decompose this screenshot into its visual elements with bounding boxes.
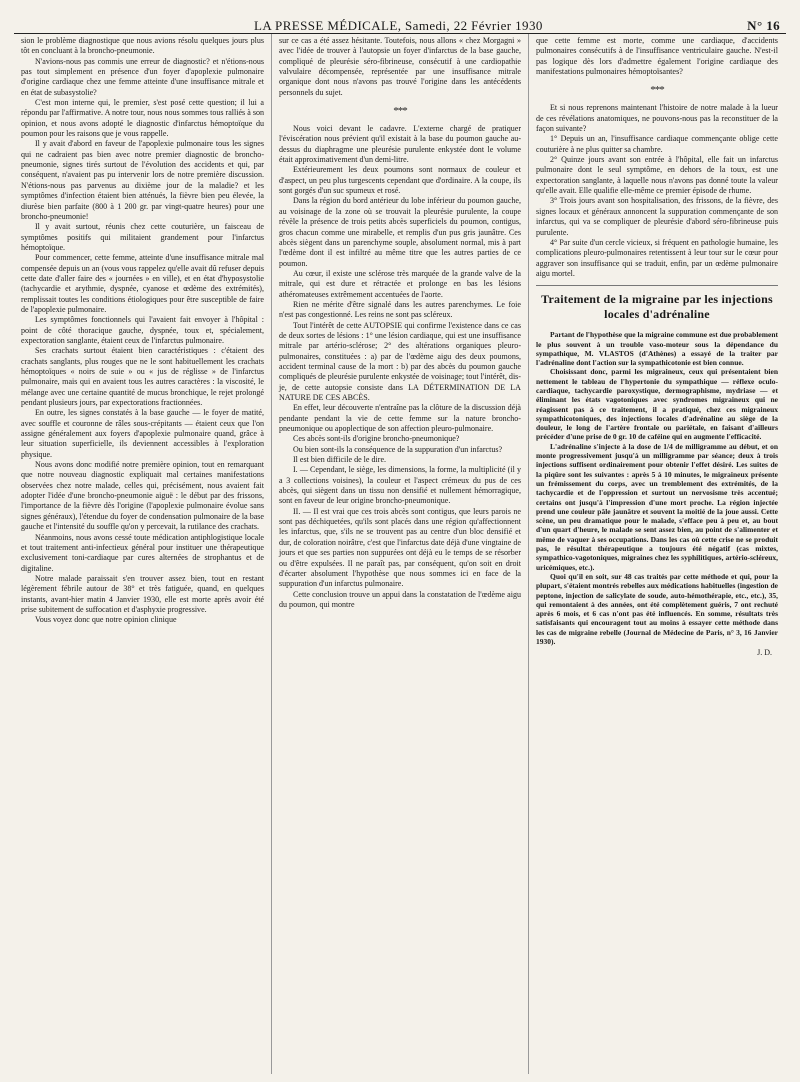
col1-paragraph: Les symptômes fonctionnels qui l'avaient fait envoyer à l'hôpital : point de côté thoracique gauche, dyspnée, toux et, spécialement, expectoration sanglante, étaient ceux de l'infarctus pulmonaire. <box>21 315 264 345</box>
col2b-paragraph: Il est bien difficile de le dire. <box>293 455 387 465</box>
column-3 <box>528 34 785 1074</box>
col1-paragraph: Pour commencer, cette femme, atteinte d'une insuffisance mitrale mal compensée depuis un an (vous vous rappelez qu'elle avait dû refuser depuis cette date d'aller faire des « journées » en ville), et en état d'hyposystolie (tachycardie et arythmie, dyspnée, cyanose et œdème des extrémités), remplissait toutes les conditions étiologiques pour être susceptible de faire de l'apoplexie pulmonaire. <box>21 253 265 314</box>
article-body <box>536 330 778 646</box>
col2b-paragraph: Tout l'intérêt de cette AUTOPSIE qui confirme l'existence dans ce cas de deux sortes de lésions : 1° une lésion cardiaque, qui est une insuffisance mitrale par artério-sclérose; 2° des altérations organiques pleuro-pulmonaires, constituées : a) par de l'œdème aigu des deux poumons, accident terminal cause de la mort : b) par des abcès du poumon gauche compliqués de pleurésie purulente enkystée de voisinage; tout l'intérêt, dis-je, de cette autopsie consiste dans LA DÉTERMINATION DE LA NATURE DE CES ABCÈS. <box>279 320 521 402</box>
col2b-paragraph: Cette conclusion trouve un appui dans la constatation de l'œdème aigu du poumon, qui montre <box>279 589 521 609</box>
col3b-paragraph: Et si nous reprenons maintenant l'histoire de notre malade à la lueur de ces révélations anatomiques, ne pouvons-nous pas la reconstituer de la façon suivante? <box>536 103 778 134</box>
section-stars: *** <box>393 105 407 118</box>
col1-paragraph: Il y avait surtout, réunis chez cette couturière, un faisceau de symptômes positifs qui militaient grandement pour l'infarctus hémoptoïque. <box>21 222 264 252</box>
article-paragraph: L'adrénaline s'injecte à la dose de 1/4 de milligramme au début, et on monte progressivement jusqu'à un milligramme par séance; deux à trois injections suffisent ordinairement pour obtenir l'effet désiré. Les suites de la piqûre sont les suivantes : après 5 à 10 minutes, le migraineux présente un frémissement du corps, avec un tremblement des extrémités, de la tachycardie et de l'oppression et surtout un nervosisme très accentué; certains ont jusqu'à l'impression d'une mort proche. La région injectée prend une couleur pâle jaunâtre et souvent la moitié de la joue aussi. Cette scène, un peu dramatique pour le malade, s'efface peu à peu et, au bout d'un quart d'heure, le malade se sent assez bien, au point de s'alimenter et même de vaquer à ses occupations. Dans les cas où cette crise ne se produit pas, le résultat thérapeutique a toujours été négatif (cas mixtes, sympathico-vagotoniques, migraines chez les syphilitiques, artério-scléreux, uricémiques, etc.). <box>536 441 778 572</box>
article-title: Traitement de la migraine par les injections locales d'adrénaline <box>541 292 773 322</box>
column-2 <box>271 34 528 1074</box>
article-paragraph: Quoi qu'il en soit, sur 48 cas traités par cette méthode et qui, pour la plupart, s'étaient montrés rebelles aux médications habituelles (ingestion de peptone, injection de salicylate de soude, auto-hémothérapie, etc., etc.), 35, qui remontaient à des années, ont été complètement guéris, 7 ont rechuté après 6 mois, et 6 cas n'ont pas été influencés. En somme, résultats très satisfaisants qui encouragent tout au moins à essayer cette méthode dans les cas de migraine rebelle (Journal de Médecine de Paris, n° 3, 16 Janvier 1930). <box>536 571 778 647</box>
col2b-paragraph: Rien ne mérite d'être signalé dans les autres parenchymes. Le foie n'est pas congestionné. Les reins ne sont pas scléreux. <box>279 299 521 320</box>
col3a-paragraph: que cette femme est morte, comme une cardiaque, d'accidents pulmonaires consécutifs à de l'insuffisance ventriculaire gauche. N'est-il pas logique dès lors d'admettre également l'origine cardiaque des manifestations pulmonaires hémoptoïsantes? <box>536 36 778 77</box>
col2b-paragraph: Ces abcès sont-ils d'origine broncho-pneumonique? <box>293 434 460 444</box>
col3b-paragraph: 1° Depuis un an, l'insuffisance cardiaque commençante oblige cette couturière à ne plus quitter sa chambre. <box>536 134 778 154</box>
col1-paragraph: N'avions-nous pas commis une erreur de diagnostic? et n'étions-nous pas tout simplement en présence d'un foyer d'apoplexie pulmonaire d'origine cardiaque chez une femme atteinte d'une insuffisance mitrale et en état de subasystolie? <box>21 56 264 97</box>
col2b-paragraph: Dans la région du bord antérieur du lobe inférieur du poumon gauche, au voisinage de la zone où se trouvait la pleurésie purulente, la coupe révèle la présence de trois petits abcès superficiels du poumon, contigus, gros chacun comme une mirabelle, et remplis d'un pus gris jaunâtre. Ces abcès siègent dans un parenchyme souple, absolument normal, mis à part l'œdème dont il est infiltré au même titre que les autres parties de ce poumon. <box>279 196 521 268</box>
col2b-paragraph: Nous voici devant le cadavre. L'externe chargé de pratiquer l'éviscération nous prévient qu'il existait à la base du poumon gauche au-dessus du diaphragme une pleurésie purulente enkystée dont le volume était approximativement d'un demi-litre. <box>279 124 521 165</box>
col1-paragraph: C'est mon interne qui, le premier, s'est posé cette question; il lui a répondu par l'affirmative. A notre tour, nous nous sommes tous ralliés à son opinion, et nous avons adopté le diagnostic d'infarctus hémoptoïque du poumon pour les raisons que je vous rappelle. <box>21 98 264 139</box>
article-paragraph: Choisissant donc, parmi les migraineux, ceux qui présentaient bien nettement le tableau de l'hypertonie du sympathique — réflexe oculo-cardiaque, tachycardie paroxystique, dermographisme, mydriase — et éliminant les états vagotoniques avec syndromes migraineux qui ne réagissent pas à ce traitement, il a pratiqué, chez ces migraineux sympathicotoniques, des injections locales d'adrénaline au siège de la douleur, le long de l'artère frontale ou pariétale, en faisant d'ailleurs précéder d'une prise de 0 gr. 10 de caféine qui en augmente l'efficacité. <box>536 367 778 442</box>
col2b-paragraph: En effet, leur découverte n'entraîne pas la clôture de la discussion déjà pendante pendant la vie de cette femme sur la nature broncho-pneumonique ou apoplectique de son affection pleuro-pulmonaire. <box>279 403 521 434</box>
page-header <box>14 0 786 34</box>
col3b-paragraph: 2° Quinze jours avant son entrée à l'hôpital, elle fait un infarctus pulmonaire dont le seul symptôme, en dehors de la toux, est une expectoration sanglante, à laquelle nous n'avons pas donné toute la valeur qu'elle avait. Elle qualifie elle-même ce premier épisode de rhume. <box>536 155 778 196</box>
col1-paragraph: Vous voyez donc que notre opinion clinique <box>35 615 177 625</box>
col1-paragraph: Il y avait d'abord en faveur de l'apoplexie pulmonaire tous les signes qui ne cadraient pas bien avec notre premier diagnostic de broncho-pneumonie, signes tirés surtout de l'évolution des accidents et qui, par conséquent, n'avaient pas pu intervenir lors de notre première discussion. N'étions-nous pas parvenus au dixième jour de la maladie? et les symptômes d'infection étaient bien atténués, la fièvre bien peu élevée, la diurèse bien parfaite (800 à 1 200 gr. par vingt-quatre heures) pour une broncho-pneumonie! <box>21 139 264 221</box>
column-2-top <box>279 36 521 98</box>
article-signature: J. D. <box>757 648 772 658</box>
section-stars-2: *** <box>650 84 664 97</box>
col1-paragraph: Néanmoins, nous avons cessé toute médication antiphlogistique locale et tout traitement anti-infectieux général pour instituer une thérapeutique exclusivement toni-cardiaque par cures alternées de strophantus et de digitaline. <box>21 532 264 573</box>
journal-title: LA PRESSE MÉDICALE, Samedi, 22 Février 1930 <box>254 18 543 33</box>
column-3-body <box>536 103 778 279</box>
col2b-paragraph: Extérieurement les deux poumons sont normaux de couleur et d'aspect, un peu plus turgescents cependant que d'ordinaire. A la coupe, ils sont gorgés d'un suc spumeux et rosé. <box>279 165 521 196</box>
col2a-paragraph: sur ce cas a été assez hésitante. Toutefois, nous allons « chez Morgagni » avec l'idée de trouver à l'autopsie un foyer d'infarctus de la base gauche, compliqué de pleurésie séro-fibrineuse, consécutif à une cardiopathie valvulaire décompensée, représentée par une insuffisance mitrale organique dont nous n'avons pas trouvé l'origine dans les antécédents personnels du sujet. <box>279 36 521 97</box>
col1-paragraph: Ses crachats surtout étaient bien caractéristiques : c'étaient des crachats sanglants, plus rouges que ne le sont habituellement les crachats hémoptoïques « noirs de suie » ou « jus de réglisse » de l'infarctus pulmonaire, mais qui en avaient tous les autres caractères : la viscosité, le mélange avec une certaine quantité de mucus bronchique, le rejet prolongé pendant plusieurs jours, par expectorations fractionnées. <box>21 346 264 408</box>
col1-paragraph: En outre, les signes constatés à la base gauche — le foyer de matité, avec souffle et couronne de râles sous-crépitants — étaient ceux que l'on assigne généralement aux foyers d'apoplexie pulmonaire quand, grâce à leur situation superficielle, ils deviennent accessibles à l'exploration physique. <box>21 408 264 459</box>
column-1 <box>14 34 271 1074</box>
col1-paragraph: Nous avons donc modifié notre première opinion, tout en remarquant que notre nouveau diagnostic expliquait mal certaines manifestations observées chez notre malade, celles qui, précisément, nous avaient fait adopter l'idée d'une broncho-pneumonie aiguë : le début par des frissons, l'importance de la fièvre dès l'origine (l'apoplexie pulmonaire évolue sans signes généraux), l'étendue du foyer de condensation pulmonaire de la base gauche et l'intensité du souffle qu'on y percevait, la rutilance des crachats. <box>21 460 264 532</box>
col2b-paragraph: I. — Cependant, le siège, les dimensions, la forme, la multiplicité (il y a 3 collections voisines), la couleur et l'aspect crémeux du pus de ces abcès, qui siègent dans un tissu non densifié et nullement hémorragique, sont en faveur de leur origine broncho-pneumonique. <box>279 465 521 506</box>
col3b-paragraph: 4° Par suite d'un cercle vicieux, si fréquent en pathologie humaine, les complications pleuro-pulmonaires retentissent à leur tour sur le cœur pour aggraver son insuffisance qui se traduit, enfin, par un œdème pulmonaire aigu mortel. <box>536 237 778 278</box>
issue-number: N° 16 <box>747 18 780 33</box>
col2b-paragraph: Au cœur, il existe une sclérose très marquée de la grande valve de la mitrale, qui est dure et rétractée et prolonge en bas les lésions athéromateuses extrêmement accentuées de l'aorte. <box>279 268 521 299</box>
col1-paragraph: sion le problème diagnostique que nous avions résolu quelques jours plus tôt en concluant à la broncho-pneumonie. <box>21 36 264 56</box>
col3b-paragraph: 3° Trois jours avant son hospitalisation, des frissons, de la fièvre, des signes locaux et généraux annoncent la suppuration commençante de son infarctus, qui va se compliquer de pleurésie d'abord séro-fibrineuse puis purulente. <box>536 196 778 237</box>
article-paragraph: Partant de l'hypothèse que la migraine commune est due probablement le plus souvent à un trouble vaso-moteur sous la dépendance du sympathique, M. VLASTOS (d'Athènes) a essayé de la traiter par l'adrénaline dont l'action sur la sympathicotonie est bien connue. <box>536 330 778 368</box>
col2b-paragraph: II. — Il est vrai que ces trois abcès sont contigus, que leurs parois ne sont pas déchiquetées, qu'ils sont placés dans une région qu'affectionnent les infarctus, que, s'ils ne se trouvent pas au centre d'un bloc densifié et dur, de coloration noirâtre, c'est que l'infarctus date déjà d'une vingtaine de jours et que ses parties non suppurées ont déjà eu le temps de se résorber ou d'être expulsées. Il ne paraît pas, par conséquent, qu'on soit en droit d'écarter absolument l'hypothèse que nous sommes ici en face de la suppuration d'un infarctus pulmonaire. <box>279 506 521 589</box>
column-2-body <box>279 124 521 610</box>
columns <box>14 34 786 1074</box>
column-3-top <box>536 36 778 77</box>
col2b-paragraph: Ou bien sont-ils la conséquence de la suppuration d'un infarctus? <box>293 444 503 454</box>
section-divider <box>536 285 778 286</box>
col1-paragraph: Notre malade paraissait s'en trouver assez bien, tout en restant légèrement fébrile autour de 38° et très fatiguée, quand, en quelques instants, avant-hier matin 4 Janvier 1930, elle est morte après avoir été prise subitement de suffocation et d'asphyxie progressive. <box>21 573 264 614</box>
